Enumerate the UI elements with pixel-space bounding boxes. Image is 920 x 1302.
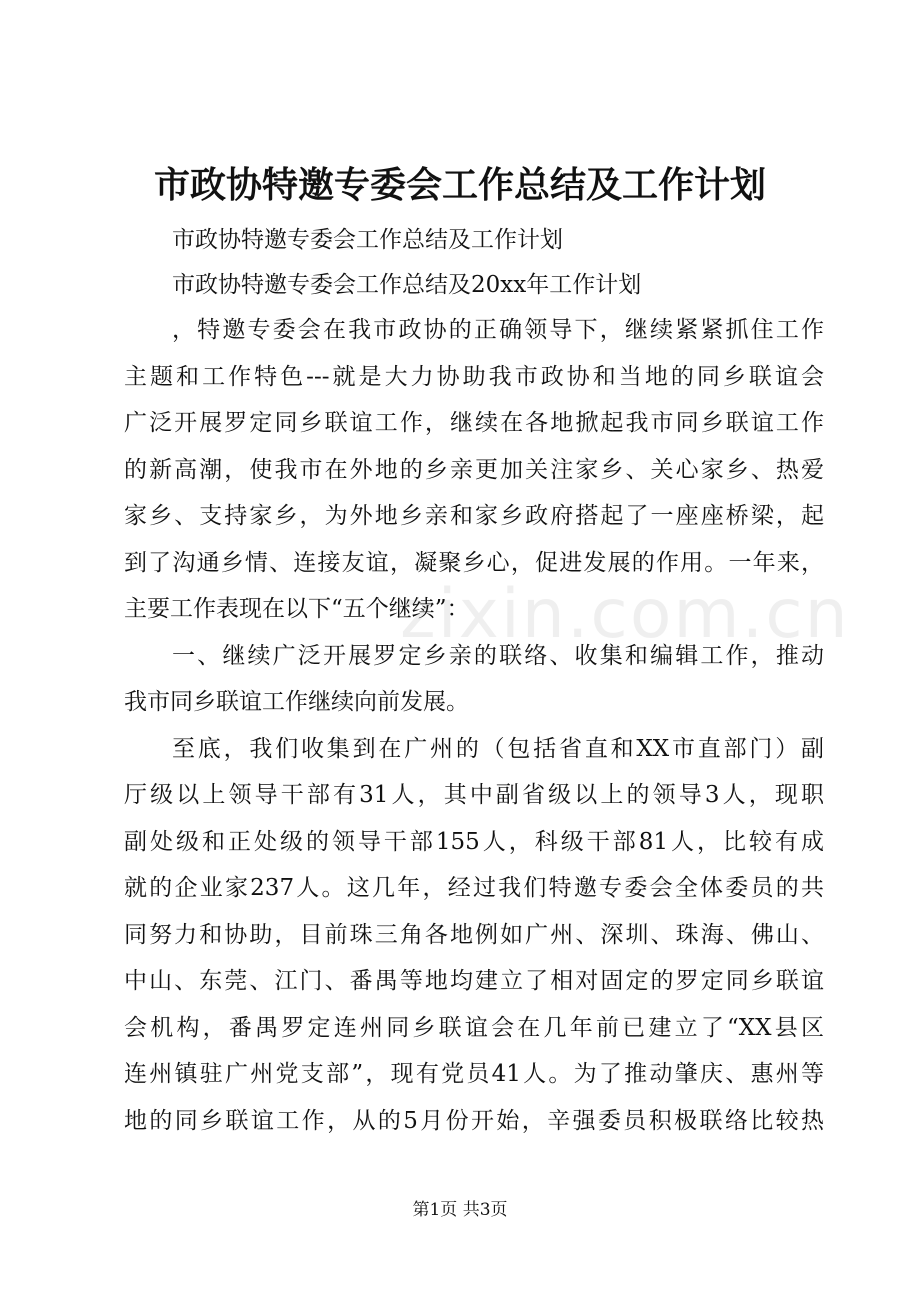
text-line: 广泛开展罗定同乡联谊工作，继续在各地掀起我市同乡联谊工作 xyxy=(124,410,824,436)
text-line: 家乡、支持家乡，为外地乡亲和家乡政府搭起了一座座桥梁，起 xyxy=(124,503,824,529)
text-line: 副处级和正处级的领导干部155人，科级干部81人，比较有成 xyxy=(124,829,824,855)
text-line: 主要工作表现在以下“五个继续”： xyxy=(124,596,470,622)
subtitle-line: 市政协特邀专委会工作总结及工作计划 xyxy=(172,227,563,253)
text-line: 我市同乡联谊工作继续向前发展。 xyxy=(124,689,469,715)
text-line: 的新高潮，使我市在外地的乡亲更加关注家乡、关心家乡、热爱 xyxy=(124,457,824,483)
text-line: 至底，我们收集到在广州的（包括省直和XX市直部门）副 xyxy=(172,736,824,762)
text-line: 主题和工作特色---就是大力协助我市政协和当地的同乡联谊会 xyxy=(124,364,824,390)
text-line: 地的同乡联谊工作，从的5月份开始，辛强委员积极联络比较热 xyxy=(124,1108,824,1134)
page-footer: 第1页 共3页 xyxy=(412,1200,508,1220)
text-line: 同努力和协助，目前珠三角各地例如广州、深圳、珠海、佛山、 xyxy=(124,922,824,948)
text-line: 厅级以上领导干部有31人，其中副省级以上的领导3人，现职 xyxy=(124,782,824,808)
text-line: 中山、东莞、江门、番禺等地均建立了相对固定的罗定同乡联谊 xyxy=(124,968,824,994)
document-title: 市政协特邀专委会工作总结及工作计划 xyxy=(153,164,766,206)
text-line: 到了沟通乡情、连接友谊，凝聚乡心，促进发展的作用。一年来， xyxy=(124,550,824,576)
text-line: 一、继续广泛开展罗定乡亲的联络、收集和编辑工作，推动 xyxy=(172,643,824,669)
text-line: 就的企业家237人。这几年，经过我们特邀专委会全体委员的共 xyxy=(124,875,824,901)
text-line: ，特邀专委会在我市政协的正确领导下，继续紧紧抓住工作 xyxy=(172,317,824,343)
text-line: 会机构，番禺罗定连州同乡联谊会在几年前已建立了“XX县区 xyxy=(124,1015,824,1041)
text-line: 连州镇驻广州党支部”，现有党员41人。为了推动肇庆、惠州等 xyxy=(124,1061,824,1087)
subtitle-line: 市政协特邀专委会工作总结及20xx年工作计划 xyxy=(172,272,642,298)
watermark: zixin.com.cn xyxy=(400,575,850,654)
